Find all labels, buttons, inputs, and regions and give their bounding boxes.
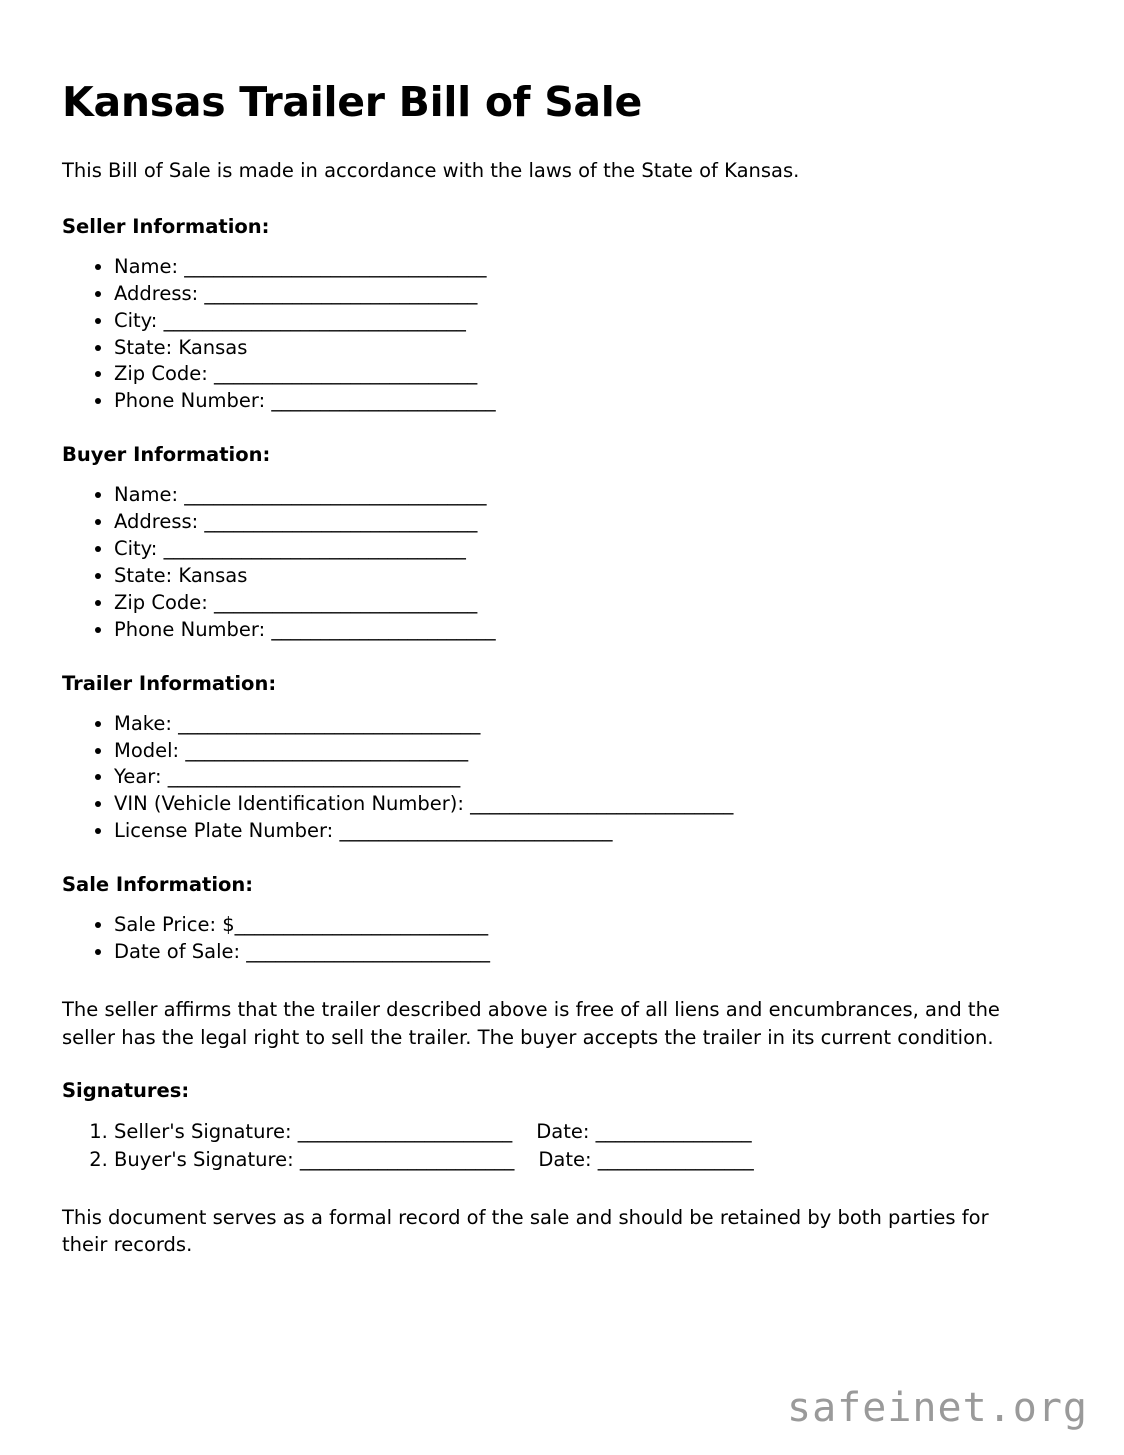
- seller-date-line: Date: ________________: [536, 1120, 752, 1144]
- list-item: • Name: _______________________________: [114, 482, 1062, 509]
- signature-list: [62, 1118, 1062, 1173]
- section-trailer-information: [62, 672, 1062, 846]
- list-item: [114, 1146, 1062, 1174]
- list-item: • State: Kansas: [114, 563, 1062, 590]
- list-item: • Year: ______________________________: [114, 764, 1062, 791]
- section-seller-information: [62, 215, 1062, 415]
- buyer-information-heading: Buyer Information:: [62, 443, 271, 467]
- list-item: • License Plate Number: ____________________________: [114, 818, 1062, 845]
- list-item: • Name: _______________________________: [114, 254, 1062, 281]
- trailer-field-list: [62, 711, 1062, 846]
- seller-information-heading: Seller Information:: [62, 214, 270, 238]
- list-item: • Date of Sale: _________________________: [114, 939, 1062, 966]
- affirmation-paragraph: The seller affirms that the trailer described above is free of all liens and encumbrances, and the seller has the legal right to sell the trailer. The buyer accepts the trailer in its current condition.: [62, 998, 1000, 1049]
- list-item: • Address: ____________________________: [114, 281, 1062, 308]
- list-item: [114, 1118, 1062, 1146]
- buyer-field-list: [62, 482, 1062, 643]
- page-title: Kansas Trailer Bill of Sale: [62, 78, 643, 126]
- list-item: • Zip Code: ___________________________: [114, 590, 1062, 617]
- list-item: • City: _______________________________: [114, 536, 1062, 563]
- list-item: • VIN (Vehicle Identification Number): ___________________________: [114, 791, 1062, 818]
- list-item: • Model: _____________________________: [114, 738, 1062, 765]
- list-item: • Sale Price: $__________________________: [114, 912, 1062, 939]
- sale-field-list: [62, 912, 1062, 966]
- list-item: • Make: _______________________________: [114, 711, 1062, 738]
- seller-signature-line: Seller's Signature: ______________________: [114, 1120, 513, 1144]
- buyer-signature-line: Buyer's Signature: ______________________: [114, 1148, 515, 1172]
- signatures-heading: Signatures:: [62, 1079, 190, 1103]
- section-signatures: [62, 1079, 1062, 1173]
- list-item: • City: _______________________________: [114, 308, 1062, 335]
- list-item: • Phone Number: _______________________: [114, 388, 1062, 415]
- trailer-information-heading: Trailer Information:: [62, 671, 277, 695]
- list-item: • Address: ____________________________: [114, 509, 1062, 536]
- seller-field-list: [62, 254, 1062, 415]
- list-item: • Phone Number: _______________________: [114, 617, 1062, 644]
- sale-information-heading: Sale Information:: [62, 873, 254, 897]
- watermark: safeinet.org: [787, 1385, 1088, 1431]
- closing-paragraph: This document serves as a formal record of the sale and should be retained by both parties for their records.: [62, 1205, 989, 1257]
- buyer-date-line: Date: ________________: [538, 1148, 754, 1172]
- intro-paragraph: This Bill of Sale is made in accordance with the laws of the State of Kansas.: [62, 159, 800, 183]
- section-sale-information: [62, 873, 1062, 966]
- section-buyer-information: [62, 443, 1062, 643]
- list-item: • Zip Code: ___________________________: [114, 361, 1062, 388]
- list-item: • State: Kansas: [114, 335, 1062, 362]
